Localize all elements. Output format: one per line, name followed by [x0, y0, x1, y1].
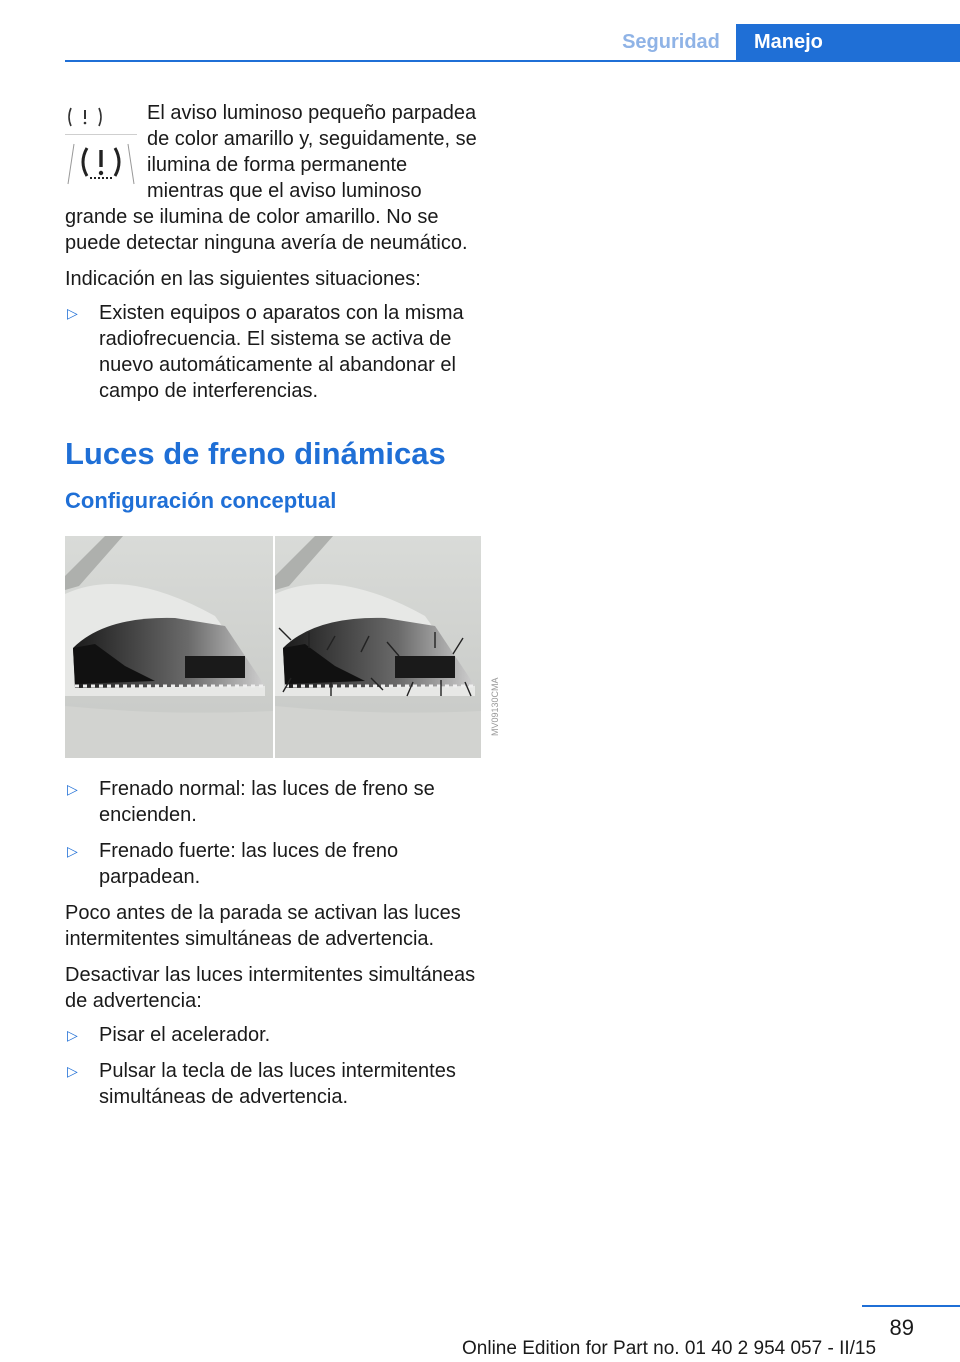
footer-rule [862, 1305, 960, 1307]
edition-note: Online Edition for Part no. 01 40 2 954 057 - II/15 [462, 1338, 877, 1359]
warning-icons [65, 104, 141, 190]
header-rule [65, 60, 960, 62]
main-content [65, 100, 500, 1120]
tab-manejo[interactable]: Manejo [736, 24, 960, 60]
tire-pressure-warning-small-icon [65, 104, 105, 130]
warning-text: El aviso luminoso pequeño parpadea de color amarillo y, seguidamente, se ilumina de forma permanente mientras que el aviso luminoso grande se ilumina de color amarillo. No se puede detectar ninguna avería de neumático. [65, 102, 477, 254]
triangle-bullet-icon: ▷ [67, 1027, 78, 1043]
triangle-bullet-icon: ▷ [67, 305, 78, 321]
warning-block [65, 100, 480, 256]
normal-braking-panel [65, 536, 273, 758]
situations-intro: Indicación en las siguientes situaciones: [65, 268, 421, 290]
tab-seguridad[interactable]: Seguridad [622, 31, 720, 53]
list-item [65, 1022, 480, 1048]
icon-separator [65, 134, 137, 135]
subsection-title: Configuración conceptual [65, 488, 337, 513]
page-number: 89 [889, 1315, 914, 1340]
triangle-bullet-icon: ▷ [67, 843, 78, 859]
section-title: Luces de freno dinámicas [65, 436, 446, 471]
list-item-text: Pulsar la tecla de las luces intermitentes simultáneas de advertencia. [99, 1060, 456, 1108]
list-item [65, 776, 480, 828]
page-header [0, 0, 960, 62]
braking-list [65, 776, 480, 890]
list-item-text: Frenado fuerte: las luces de freno parpadean. [99, 840, 399, 888]
brake-lights-figure [65, 536, 500, 758]
list-item-text: Existen equipos o aparatos con la misma radiofrecuencia. El sistema se activa de nuevo automáticamente al abandonar el campo de interferencias. [99, 302, 464, 402]
brake-lights-illustration [65, 536, 500, 758]
situations-list [65, 300, 480, 404]
deactivate-list [65, 1022, 480, 1110]
tire-pressure-warning-large-icon [65, 140, 137, 184]
strong-braking-panel [275, 536, 481, 758]
hazard-paragraph: Poco antes de la parada se activan las luces intermitentes simultáneas de advertencia. [65, 902, 461, 950]
triangle-bullet-icon: ▷ [67, 781, 78, 797]
figure-code: MV09130CMA [490, 677, 500, 736]
list-item-text: Pisar el acelerador. [99, 1024, 271, 1046]
list-item-text: Frenado normal: las luces de freno se encienden. [99, 778, 435, 826]
list-item [65, 300, 480, 404]
deactivate-intro: Desactivar las luces intermitentes simultáneas de advertencia: [65, 964, 476, 1012]
triangle-bullet-icon: ▷ [67, 1063, 78, 1079]
list-item [65, 1058, 480, 1110]
list-item [65, 838, 480, 890]
